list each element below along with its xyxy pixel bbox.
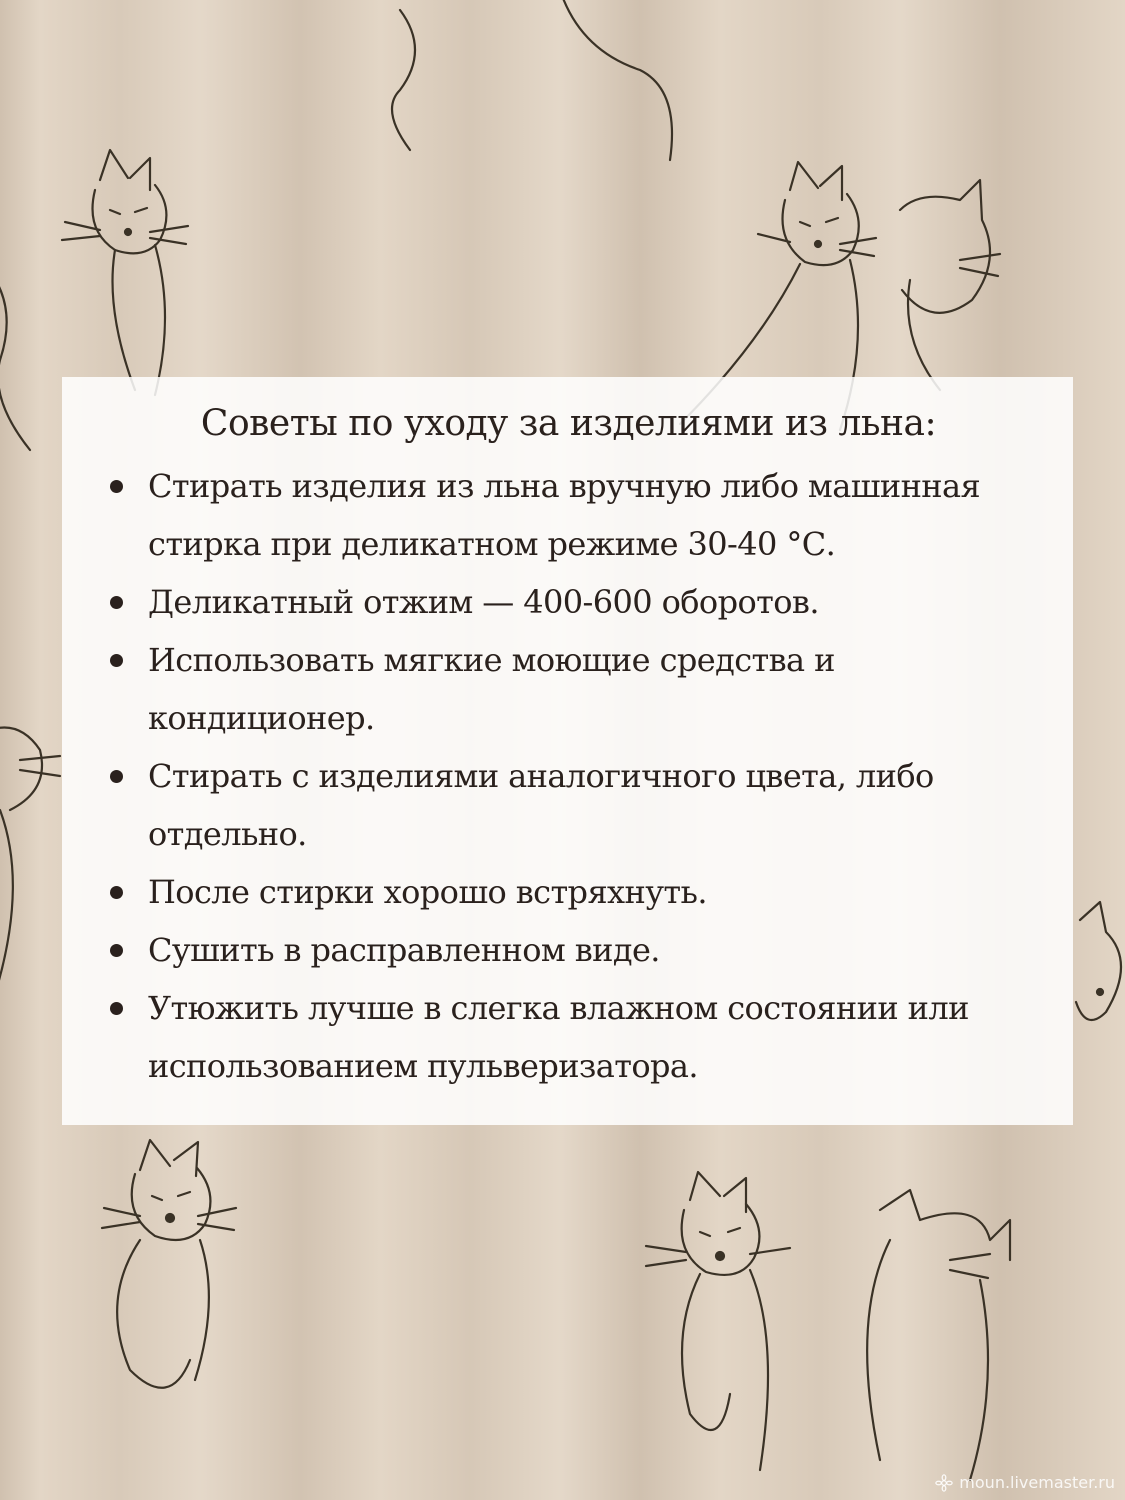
tips-list bbox=[104, 457, 1033, 1095]
watermark bbox=[935, 1473, 1115, 1492]
cat-drawing bbox=[646, 1172, 790, 1470]
cat-drawing bbox=[900, 180, 1000, 390]
list-item bbox=[104, 979, 1033, 1095]
tip-text: Стирать с изделиями аналогичного цвета, либо отдельно. bbox=[148, 757, 934, 853]
cat-drawing bbox=[0, 260, 30, 450]
tip-text: Сушить в расправленном виде. bbox=[148, 931, 660, 969]
card-title: Советы по уходу за изделиями из льна: bbox=[200, 403, 937, 444]
bullet-icon bbox=[110, 596, 123, 609]
list-item bbox=[104, 631, 1033, 747]
bullet-icon bbox=[110, 944, 123, 957]
tip-text: Утюжить лучше в слегка влажном состоянии или использованием пульверизатора. bbox=[148, 989, 969, 1085]
tip-text: Использовать мягкие моющие средства и кондиционер. bbox=[148, 641, 835, 737]
list-item bbox=[104, 457, 1033, 573]
bullet-icon bbox=[110, 480, 123, 493]
cat-drawing bbox=[867, 1190, 1010, 1480]
flower-icon bbox=[935, 1474, 953, 1492]
watermark-text: moun.livemaster.ru bbox=[959, 1473, 1115, 1492]
tip-text: После стирки хорошо встряхнуть. bbox=[148, 873, 707, 911]
bullet-icon bbox=[110, 1002, 123, 1015]
cat-drawing bbox=[0, 728, 60, 1011]
bullet-icon bbox=[110, 654, 123, 667]
care-tips-card bbox=[62, 377, 1073, 1125]
cat-drawing bbox=[62, 150, 188, 395]
list-item bbox=[104, 747, 1033, 863]
bullet-icon bbox=[110, 770, 123, 783]
list-item bbox=[104, 573, 1033, 631]
cat-drawing bbox=[392, 0, 672, 160]
tip-text: Стирать изделия из льна вручную либо машинная стирка при деликатном режиме 30-40 °С. bbox=[148, 467, 981, 563]
tip-text: Деликатный отжим — 400-600 оборотов. bbox=[148, 583, 819, 621]
cat-drawing bbox=[1076, 902, 1121, 1020]
bullet-icon bbox=[110, 886, 123, 899]
list-item bbox=[104, 863, 1033, 921]
list-item bbox=[104, 921, 1033, 979]
cat-drawing bbox=[102, 1140, 236, 1388]
